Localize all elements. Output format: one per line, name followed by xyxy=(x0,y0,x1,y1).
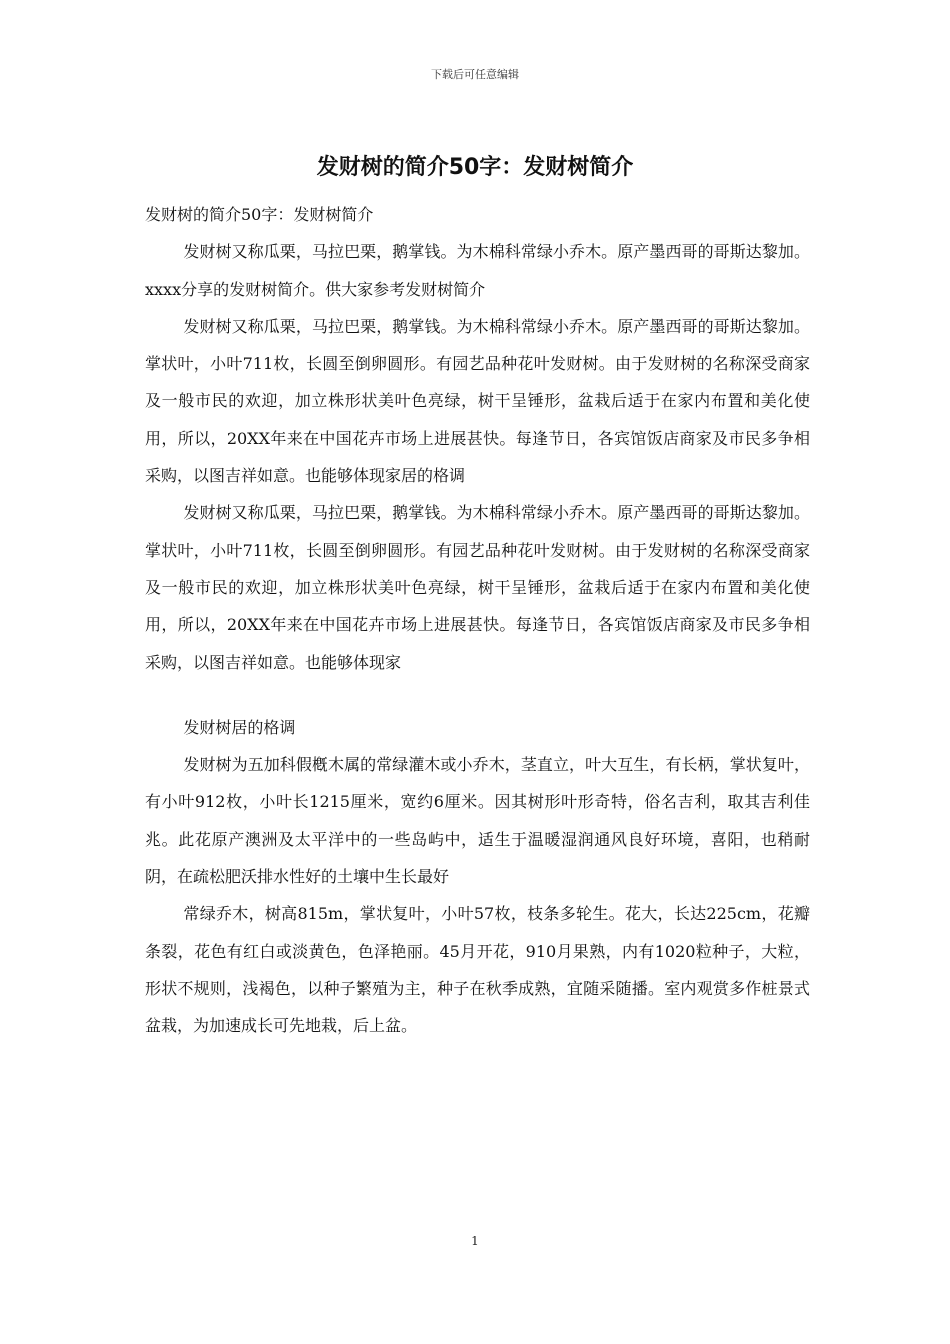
body-paragraph: 常绿乔木，树高815m，掌状复叶，小叶57枚，枝条多轮生。花大，长达225cm，花瓣条裂，花色有红白或淡黄色，色泽艳丽。45月开花，910月果熟，内有1020粒种子，大粒，形状不规则，浅褐色，以种子繁殖为主，种子在秋季成熟，宜随采随播。室内观赏多作桩景式盆栽，为加速成长可先地栽，后上盆。 xyxy=(145,904,810,1036)
body-paragraph: 发财树为五加科假槪木属的常绿灌木或小乔木，茎直立，叶大互生，有长柄，掌状复叶，有小叶912枚，小叶长1215厘米，宽约6厘米。因其树形叶形奇特，俗名吉利，取其吉利佳兆。此花原产澳洲及太平洋中的一些岛屿中，适生于温暖湿润通风良好环境，喜阳，也稍耐阴，在疏松肥沃排水性好的土壤中生长最好 xyxy=(145,755,810,887)
document-body xyxy=(145,196,810,1045)
body-paragraph: 发财树又称瓜栗，马拉巴栗，鹅掌钱。为木棉科常绿小乔木。原产墨西哥的哥斯达黎加。xxxx分享的发财树简介。供大家参考发财树简介 xyxy=(145,242,810,299)
page-number: 1 xyxy=(471,1234,479,1248)
document-title: 发财树的简介50字：发财树简介 xyxy=(316,155,634,180)
body-paragraph: 发财树的简介50字：发财树简介 xyxy=(145,205,374,224)
body-paragraph: 发财树又称瓜栗，马拉巴栗，鹅掌钱。为木棉科常绿小乔木。原产墨西哥的哥斯达黎加。掌状叶，小叶711枚，长圆至倒卵圆形。有园艺品种花叶发财树。由于发财树的名称深受商家及一般市民的欢迎，加立株形状美叶色亮绿，树干呈锤形，盆栽后适于在家内布置和美化使用，所以，20XX年来在中国花卉市场上进展甚快。每逢节日，各宾馆饭店商家及市民多争相采购，以图吉祥如意。也能够体现家 xyxy=(145,503,810,672)
page-header-note: 下载后可任意编辑 xyxy=(431,68,519,81)
body-paragraph: 发财树又称瓜栗，马拉巴栗，鹅掌钱。为木棉科常绿小乔木。原产墨西哥的哥斯达黎加。掌状叶，小叶711枚，长圆至倒卵圆形。有园艺品种花叶发财树。由于发财树的名称深受商家及一般市民的欢迎，加立株形状美叶色亮绿，树干呈锤形，盆栽后适于在家内布置和美化使用，所以，20XX年来在中国花卉市场上进展甚快。每逢节日，各宾馆饭店商家及市民多争相采购，以图吉祥如意。也能够体现家居的格调 xyxy=(145,316,810,486)
body-paragraph: 发财树居的格调 xyxy=(183,717,296,737)
